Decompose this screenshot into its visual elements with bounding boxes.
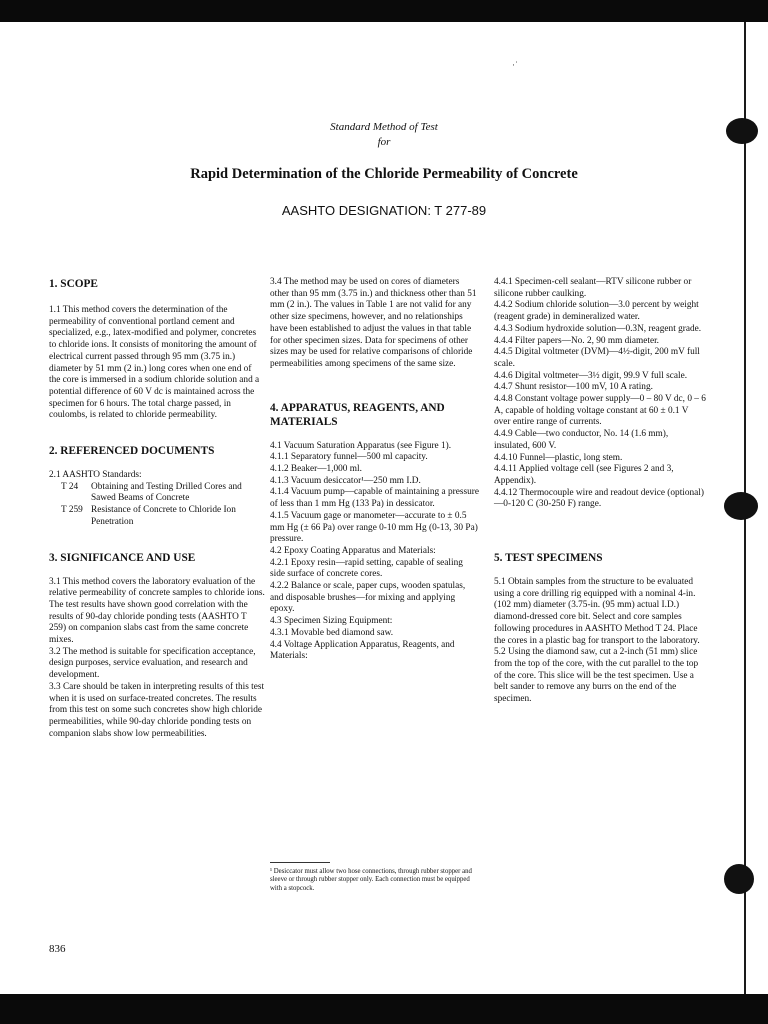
paragraph-4-4-8: 4.4.8 Constant voltage power supply—0 – 80 V dc, 0 – 6 A, capable of holding voltage constant at 60 ± 0.1 V over entire range of currents. xyxy=(494,394,706,428)
paragraph-3-1: 3.1 This method covers the laboratory evaluation of the relative permeability of concrete samples to chloride ions. The test results have shown good correlation with the results of 90-day chloride ponding tests (AASHTO T 259) on companion slabs cast from the same concrete mixes. xyxy=(49,576,265,646)
reference-code: T 24 xyxy=(61,481,79,492)
section-heading-test-specimens: 5. TEST SPECIMENS xyxy=(494,552,603,565)
paragraph-4-4-4: 4.4.4 Filter papers—No. 2, 90 mm diameter. xyxy=(494,335,659,346)
paragraph-4-1-1: 4.1.1 Separatory funnel—500 ml capacity. xyxy=(270,452,428,463)
paragraph-4-4-10: 4.4.10 Funnel—plastic, long stem. xyxy=(494,452,623,463)
paragraph-4-2-2: 4.2.2 Balance or scale, paper cups, wooden spatulas, and disposable brushes—for mixing and applying epoxy. xyxy=(270,581,466,615)
scan-bottom-border xyxy=(0,994,768,1024)
paragraph-4-4-7: 4.4.7 Shunt resistor—100 mV, 10 A rating. xyxy=(494,382,653,393)
binding-hole-bottom xyxy=(724,864,754,894)
kicker-line-2: for xyxy=(377,136,391,148)
paragraph-3-4: 3.4 The method may be used on cores of diameters other than 95 mm (3.75 in.) and thickness other than 51 mm (2 in.). The values in Table 1 are not valid for any other size specimens, however, and no relationships have been established to adjust the values in that table for other specimen sizes. Data for specimens of other sizes may be used for relative comparisons of chloride permeabilities among specimens of the same size. xyxy=(270,277,477,369)
page-number: 836 xyxy=(49,943,66,955)
section-heading-scope: 1. SCOPE xyxy=(49,278,98,290)
reference-title: Resistance of Concrete to Chloride Ion Penetration xyxy=(91,505,236,527)
scan-speck: ·˙ xyxy=(512,60,518,70)
paragraph-4-4-6: 4.4.6 Digital voltmeter—3½ digit, 99.9 V full scale. xyxy=(494,370,688,381)
footnote-rule xyxy=(270,862,330,863)
paragraph-4-4-5: 4.4.5 Digital voltmeter (DVM)—4½-digit, 200 mV full scale. xyxy=(494,347,700,369)
column-2 xyxy=(270,277,480,663)
paragraph-4-2: 4.2 Epoxy Coating Apparatus and Materials: xyxy=(270,545,436,556)
paragraph-4-4-3: 4.4.3 Sodium hydroxide solution—0.3N, reagent grade. xyxy=(494,323,702,334)
paragraph-4-4-9: 4.4.9 Cable—two conductor, No. 14 (1.6 mm), insulated, 600 V. xyxy=(494,429,669,451)
section-heading-apparatus: 4. APPARATUS, REAGENTS, AND MATERIALS xyxy=(270,401,445,428)
paragraph-3-2: 3.2 The method is suitable for specification acceptance, design purposes, service evaluation, and research and development. xyxy=(49,646,256,681)
paragraph-5-2: 5.2 Using the diamond saw, cut a 2-inch (51 mm) slice from the top of the core, with the cut parallel to the top of the core. This slice will be the test specimen. Use a belt sander to remove any burrs on the end of the specimen. xyxy=(494,647,699,705)
scan-top-border xyxy=(0,0,768,22)
aashto-designation: AASHTO DESIGNATION: T 277-89 xyxy=(281,203,487,218)
kicker-line-1: Standard Method of Test xyxy=(330,121,438,133)
column-3 xyxy=(494,277,706,706)
binding-hole-middle xyxy=(724,492,758,520)
reference-title: Obtaining and Testing Drilled Cores and Sawed Beams of Concrete xyxy=(91,481,242,504)
paragraph-4-4-11: 4.4.11 Applied voltage cell (see Figures 2 and 3, Appendix). xyxy=(494,464,674,486)
paragraph-5-1: 5.1 Obtain samples from the structure to be evaluated using a core drilling rig equipped with a nominal 4-in. (102 mm) diameter (3.75-in. (95 mm) actual I.D.) diamond-dressed core bit. Select and core samples following procedures in AASHTO Method T 24. Place the cores in a plastic bag for transport to the laboratory. xyxy=(494,577,700,646)
document-title: Rapid Determination of the Chloride Permeability of Concrete xyxy=(190,166,578,182)
reference-row xyxy=(49,482,265,505)
paragraph-4-1: 4.1 Vacuum Saturation Apparatus (see Figure 1). xyxy=(270,440,452,451)
paragraph-4-2-1: 4.2.1 Epoxy resin—rapid setting, capable of sealing side surface of concrete cores. xyxy=(270,557,463,580)
paragraph-1-1: 1.1 This method covers the determination of the permeability of conventional portland cement and specialized, e.g., latex-modified and polymer, concretes to chloride ions. It consists of monitoring the amount of electrical current passed through 95 mm (3.75 in.) diameter by 51 mm (2 in.) long cores when one end of the core is immersed in a sodium chloride solution and a potential difference of 60 V dc is maintained across the specimen for 6 hours. The total charge passed, in coulombs, is related to chloride permeability. xyxy=(49,305,260,421)
paragraph-4-4-12: 4.4.12 Thermocouple wire and readout device (optional)—0-120 C (30-250 F) range. xyxy=(494,487,704,510)
footnote: ¹ Desiccator must allow two hose connections, through rubber stopper and sleeve or through rubber stopper only. Each connection must be equipped with a stopcock. xyxy=(270,868,472,892)
paragraph-4-3-1: 4.3.1 Movable bed diamond saw. xyxy=(270,627,394,638)
paragraph-4-1-5: 4.1.5 Vacuum gage or manometer—accurate to ± 0.5 mm Hg (± 66 Pa) over range 0-10 mm Hg (0-13, 30 Pa) pressure. xyxy=(270,510,478,545)
section-heading-significance: 3. SIGNIFICANCE AND USE xyxy=(49,551,196,564)
paragraph-4-4-2: 4.4.2 Sodium chloride solution—3.0 percent by weight (reagent grade) in demineralized water. xyxy=(494,300,699,323)
section-heading-referenced-documents: 2. REFERENCED DOCUMENTS xyxy=(49,445,215,458)
paragraph-4-4-1: 4.4.1 Specimen-cell sealant—RTV silicone rubber or silicone rubber caulking. xyxy=(494,277,692,299)
paragraph-4-1-4: 4.1.4 Vacuum pump—capable of maintaining a pressure of less than 1 mm Hg (133 Pa) in dessicator. xyxy=(270,487,479,510)
reference-row xyxy=(49,505,265,528)
reference-code: T 259 xyxy=(61,505,83,516)
paragraph-2-1: 2.1 AASHTO Standards: xyxy=(49,470,142,481)
column-1 xyxy=(49,277,265,740)
paragraph-4-1-2: 4.1.2 Beaker—1,000 ml. xyxy=(270,464,362,475)
paragraph-4-4: 4.4 Voltage Application Apparatus, Reagents, and Materials: xyxy=(270,639,455,662)
paragraph-3-3: 3.3 Care should be taken in interpreting results of this test when it is used on surface-treated concretes. The results from this test on some such concretes show high chloride permeabilities, while 90-day chloride ponding tests on companion slabs show low permeabilities. xyxy=(49,681,265,739)
paragraph-4-3: 4.3 Specimen Sizing Equipment: xyxy=(270,616,393,627)
paragraph-4-1-3: 4.1.3 Vacuum desiccator¹—250 mm I.D. xyxy=(270,475,421,486)
